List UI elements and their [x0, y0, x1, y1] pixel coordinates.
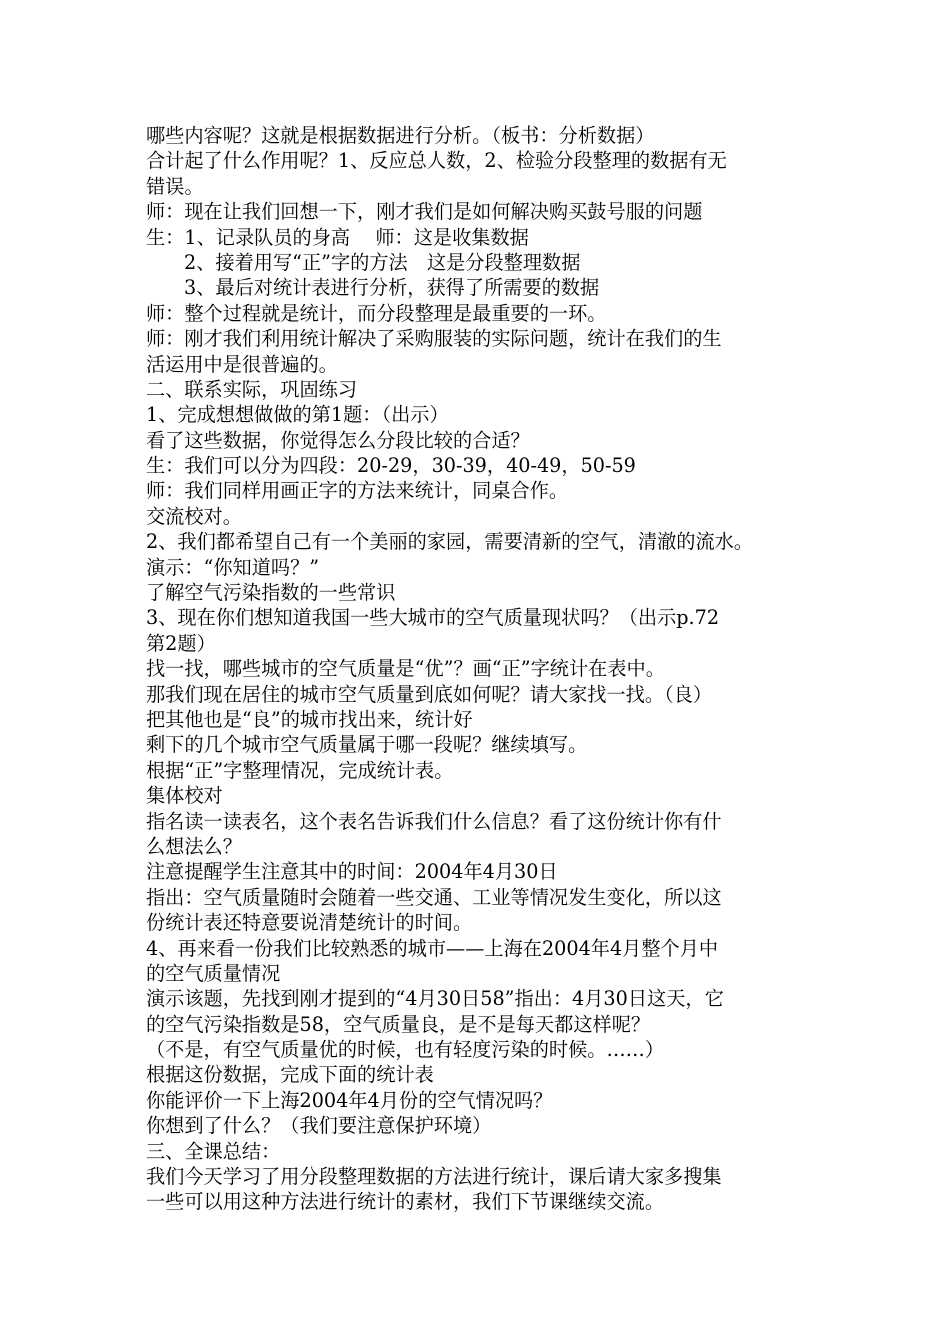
text-line: 找一找，哪些城市的空气质量是“优”？画“正”字统计在表中。: [146, 657, 665, 681]
text-line: 交流校对。: [146, 504, 242, 528]
text-line: 演示该题，先找到刚才提到的“4月30日58”指出：4月30日这天，它: [146, 987, 724, 1011]
text-line: 2、接着用写“正”字的方法 这是分段整理数据: [184, 250, 581, 274]
text-line: 1、完成想想做做的第1题：（出示）: [146, 403, 449, 427]
text-line: 演示：“你知道吗？”: [146, 555, 320, 579]
text-line: 根据这份数据，完成下面的统计表: [146, 1063, 434, 1087]
text-line: 活运用中是很普遍的。: [146, 352, 338, 376]
text-line: 4、再来看一份我们比较熟悉的城市——上海在2004年4月整个月中: [146, 936, 719, 960]
text-line: 生：我们可以分为四段：20-29，30-39，40-49，50-59: [146, 454, 636, 478]
text-line: 份统计表还特意要说清楚统计的时间。: [146, 911, 473, 935]
text-line: 第2题）: [146, 631, 216, 655]
text-line: 3、现在你们想知道我国一些大城市的空气质量现状吗？（出示p.72: [146, 606, 720, 630]
text-line: 合计起了什么作用呢？1、反应总人数，2、检验分段整理的数据有无: [146, 149, 727, 173]
text-line: 师：刚才我们利用统计解决了采购服装的实际问题，统计在我们的生: [146, 327, 722, 351]
text-line: （不是，有空气质量优的时候，也有轻度污染的时候。……）: [146, 1038, 665, 1062]
text-line: 一些可以用这种方法进行统计的素材，我们下节课继续交流。: [146, 1190, 665, 1214]
text-line: 指名读一读表名，这个表名告诉我们什么信息？看了这份统计你有什: [146, 809, 722, 833]
text-line: 了解空气污染指数的一些常识: [146, 581, 396, 605]
text-line: 我们今天学习了用分段整理数据的方法进行统计，课后请大家多搜集: [146, 1165, 722, 1189]
text-line: 2、我们都希望自己有一个美丽的家园，需要清新的空气，清澈的流水。: [146, 530, 754, 554]
text-line: 看了这些数据，你觉得怎么分段比较的合适？: [146, 428, 530, 452]
text-line: 3、最后对统计表进行分析，获得了所需要的数据: [184, 276, 600, 300]
text-line: 注意提醒学生注意其中的时间：2004年4月30日: [146, 860, 558, 884]
text-line: 指出：空气质量随时会随着一些交通、工业等情况发生变化，所以这: [146, 885, 722, 909]
text-line: 剩下的几个城市空气质量属于哪一段呢？继续填写。: [146, 733, 588, 757]
text-line: 么想法么？: [146, 834, 242, 858]
text-line: 错误。: [146, 174, 204, 198]
text-line: 那我们现在居住的城市空气质量到底如何呢？请大家找一找。（良）: [146, 682, 713, 706]
text-line: 集体校对: [146, 784, 223, 808]
text-line: 生：1、记录队员的身高 师：这是收集数据: [146, 225, 529, 249]
text-line: 把其他也是“良”的城市找出来，统计好: [146, 707, 473, 731]
text-line: 师：我们同样用画正字的方法来统计，同桌合作。: [146, 479, 569, 503]
text-line: 根据“正”字整理情况，完成统计表。: [146, 758, 454, 782]
section-heading: 二、联系实际，巩固练习: [146, 377, 358, 401]
section-heading: 三、全课总结：: [146, 1139, 281, 1163]
text-line: 哪些内容呢？这就是根据数据进行分析。（板书：分析数据）: [146, 124, 655, 147]
text-line: 你能评价一下上海2004年4月份的空气情况吗？: [146, 1088, 553, 1112]
text-line: 你想到了什么？（我们要注意保护环境）: [146, 1114, 492, 1138]
text-line: 的空气污染指数是58，空气质量良，是不是每天都这样呢？: [146, 1012, 651, 1036]
text-line: 师：现在让我们回想一下，刚才我们是如何解决购买鼓号服的问题: [146, 200, 703, 224]
document-body: [146, 123, 826, 1215]
text-line: 师：整个过程就是统计，而分段整理是最重要的一环。: [146, 301, 607, 325]
text-line: 的空气质量情况: [146, 961, 281, 985]
